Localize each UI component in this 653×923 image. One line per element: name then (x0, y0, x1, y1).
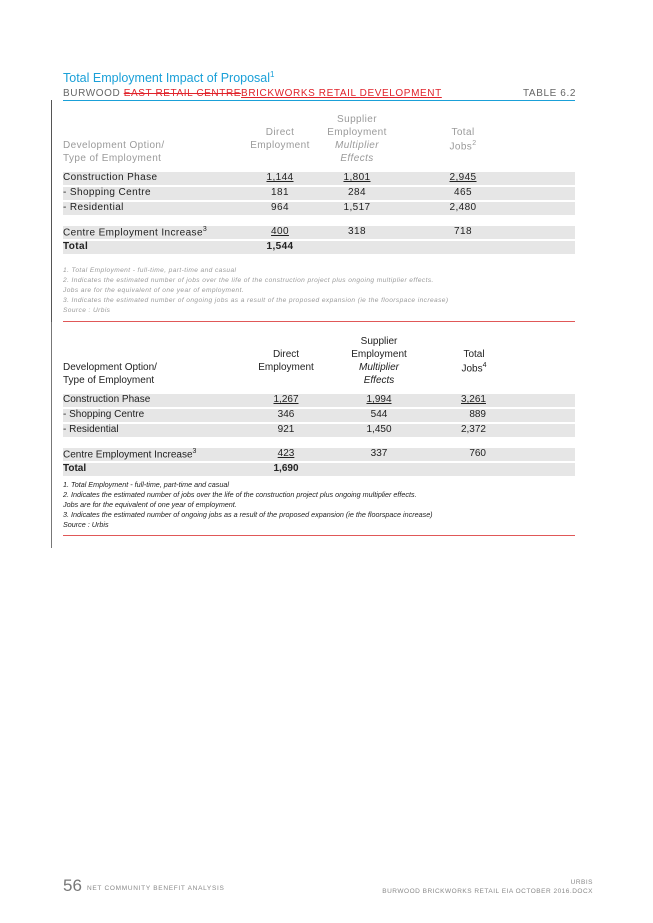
header-development-option: Development Option/ (63, 362, 157, 373)
separator-rule (63, 321, 575, 322)
margin-line-bottom (51, 322, 52, 548)
table-row: Construction Phase 1,144 1,801 2,945 (63, 172, 575, 185)
page-title: Total Employment Impact of Proposal$^1$ (63, 70, 275, 86)
header-row (63, 114, 575, 127)
header-supplier: Supplier (337, 114, 377, 125)
header-multiplier: Multiplier (358, 362, 400, 373)
employment-table-draft (63, 114, 575, 254)
header-supplier: Supplier (360, 336, 398, 347)
table-notes-draft: 1. Total Employment - full-time, part-time and casual 2. Indicates the estimated number of jobs over the life of the construction project plus ongoing multiplier effects. Jobs are for the equivalent of one year of employment. 3. Indicates the estimated number of ongoing jobs as a result of the proposed expansion (ie the floorspace increase) Source : Urbis (63, 267, 449, 314)
footer-document-info (382, 878, 593, 896)
header-total: Total (451, 127, 475, 138)
title-footnote-marker: 1 (270, 70, 275, 79)
header-total: Total (463, 349, 485, 360)
header-row (63, 140, 575, 153)
header-row (63, 153, 575, 166)
table-row-total: Total 1,690 (63, 463, 575, 476)
table-row: - Shopping Centre 346 544 889 (63, 409, 575, 422)
header-employment: Employment (258, 362, 314, 373)
header-type-of-employment: Type of Employment (63, 153, 162, 164)
subtitle-prefix: BURWOOD (63, 88, 124, 99)
table-row: - Shopping Centre 181 284 465 (63, 187, 575, 200)
subtitle-inserted-text: BRICKWORKS RETAIL DEVELOPMENT (241, 88, 442, 99)
table-reference: TABLE 6.2 (522, 88, 576, 99)
footer-org: URBIS (570, 879, 593, 886)
subtitle-deleted-text: EAST RETAIL CENTRE (123, 88, 242, 99)
header-employment: Employment (250, 140, 310, 151)
header-effects: Effects (340, 153, 374, 164)
title-rule (63, 100, 575, 101)
row-label: Centre Employment Increase$^3$ (63, 448, 197, 461)
separator-rule (63, 535, 575, 536)
table-row: Construction Phase 1,267 1,994 3,261 (63, 394, 575, 407)
footer-section: NET COMMUNITY BENEFIT ANALYSIS (87, 885, 225, 892)
margin-line-top (51, 100, 52, 322)
header-row (63, 127, 575, 140)
table-row: Centre Employment Increase$^3$ 423 337 760 (63, 448, 575, 461)
table-row: - Residential 964 1,517 2,480 (63, 202, 575, 215)
header-development-option: Development Option/ (63, 140, 165, 151)
header-type-of-employment: Type of Employment (63, 375, 155, 386)
header-row (63, 349, 575, 362)
subtitle (63, 88, 576, 100)
table-notes: 1. Total Employment - full-time, part-time and casual 2. Indicates the estimated number of jobs over the life of the construction project plus ongoing multiplier effects. Jobs are for the equivalent of one year of employment. 3. Indicates the estimated number of ongoing jobs as a result of the proposed expansion (ie the floorspace increase) Source : Urbis (63, 480, 433, 529)
header-supplier-employment: Employment (351, 349, 407, 360)
footer-doc-name: BURWOOD BRICKWORKS RETAIL EIA OCTOBER 2016.DOCX (382, 888, 593, 895)
employment-table (63, 336, 575, 476)
header-effects: Effects (363, 375, 395, 386)
table-row: Centre Employment Increase$^3$ 400 318 718 (63, 226, 575, 239)
header-jobs: Jobs$^4$ (461, 362, 487, 375)
table-row: - Residential 921 1,450 2,372 (63, 424, 575, 437)
header-direct: Direct (265, 127, 295, 138)
header-row (63, 336, 575, 349)
table-row-total: Total 1,544 (63, 241, 575, 254)
header-supplier-employment: Employment (327, 127, 387, 138)
header-row (63, 375, 575, 388)
page-number: 56 (63, 876, 82, 895)
header-multiplier: Multiplier (334, 140, 380, 151)
header-jobs: Jobs$^2$ (449, 140, 477, 153)
row-label: Centre Employment Increase$^3$ (63, 226, 208, 239)
header-direct: Direct (272, 349, 300, 360)
header-row (63, 362, 575, 375)
